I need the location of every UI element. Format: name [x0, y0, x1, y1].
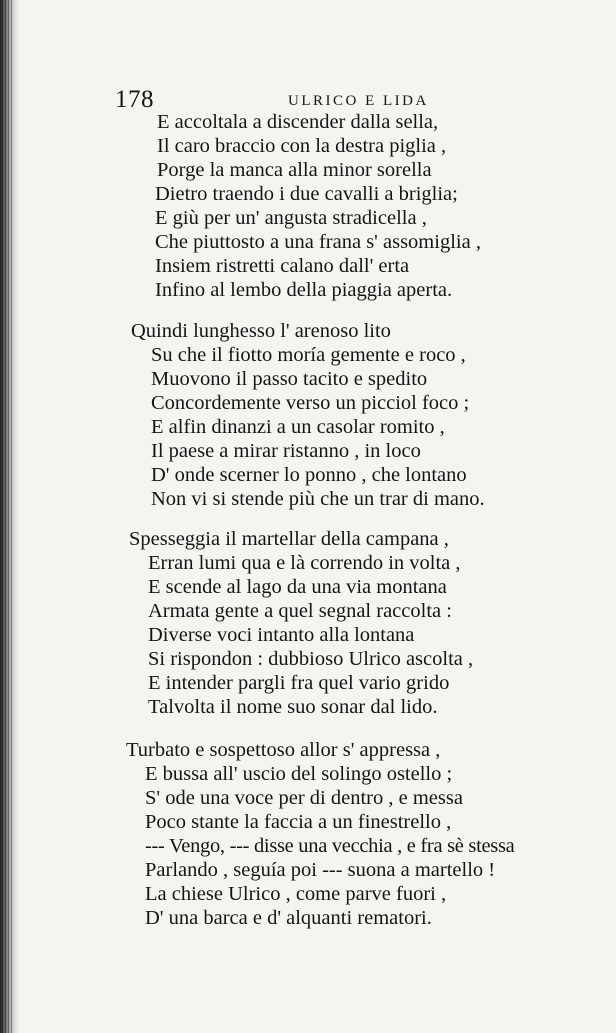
verse-line: Porge la manca alla minor sorella — [157, 159, 432, 181]
verse-line: Infino al lembo della piaggia aperta. — [155, 279, 453, 301]
verse-line: E bussa all' uscio del solingo ostello ; — [145, 763, 453, 785]
verse-line: Il paese a mirar ristanno , in loco — [151, 440, 421, 462]
running-title: ULRICO E LIDA — [288, 93, 429, 109]
page-number: 178 — [115, 86, 154, 113]
verse-line: Poco stante la faccia a un finestrello , — [145, 811, 452, 833]
verse-line: D' una barca e d' alquanti rematori. — [145, 907, 432, 929]
verse-line: Non vi si stende più che un trar di mano. — [151, 488, 485, 510]
verse-line: --- Vengo, --- disse una vecchia , e fra sè stessa — [145, 835, 515, 857]
verse-line: Erran lumi qua e là correndo in volta , — [148, 552, 461, 574]
page-edge-texture — [2, 0, 12, 1033]
verse-line: Talvolta il nome suo sonar dal lido. — [148, 696, 438, 718]
verse-line: Diverse voci intanto alla lontana — [148, 624, 415, 646]
verse-line: E giù per un' angusta stradicella , — [155, 207, 427, 229]
verse-line: Parlando , seguía poi --- suona a martello ! — [145, 859, 496, 881]
verse-line: Il caro braccio con la destra piglia , — [157, 135, 447, 157]
verse-line: E intender pargli fra quel vario grido — [148, 672, 450, 694]
verse-line: Muovono il passo tacito e spedito — [151, 368, 428, 390]
verse-line: Turbato e sospettoso allor s' appressa , — [126, 739, 441, 761]
verse-line: D' onde scerner lo ponno , che lontano — [151, 464, 467, 486]
page-binding-edge — [0, 0, 20, 1033]
verse-line: Su che il fiotto moría gemente e roco , — [151, 344, 466, 366]
verse-line: E scende al lago da una via montana — [148, 576, 447, 598]
verse-line: Dietro traendo i due cavalli a briglia; — [155, 183, 458, 205]
verse-line: E accoltala a discender dalla sella, — [157, 111, 439, 133]
verse-line: Si rispondon : dubbioso Ulrico ascolta , — [148, 648, 474, 670]
verse-line: La chiese Ulrico , come parve fuori , — [145, 883, 447, 905]
verse-line: Quindi lunghesso l' arenoso lito — [131, 320, 391, 342]
verse-line: Armata gente a quel segnal raccolta : — [148, 600, 452, 622]
verse-line: E alfin dinanzi a un casolar romito , — [151, 416, 445, 438]
verse-line: Insiem ristretti calano dall' erta — [155, 255, 410, 277]
verse-line: Concordemente verso un picciol foco ; — [151, 392, 470, 414]
verse-line: S' ode una voce per di dentro , e messa — [145, 787, 463, 809]
verse-line: Spesseggia il martellar della campana , — [129, 528, 449, 550]
verse-line: Che piuttosto a una frana s' assomiglia , — [155, 231, 481, 253]
